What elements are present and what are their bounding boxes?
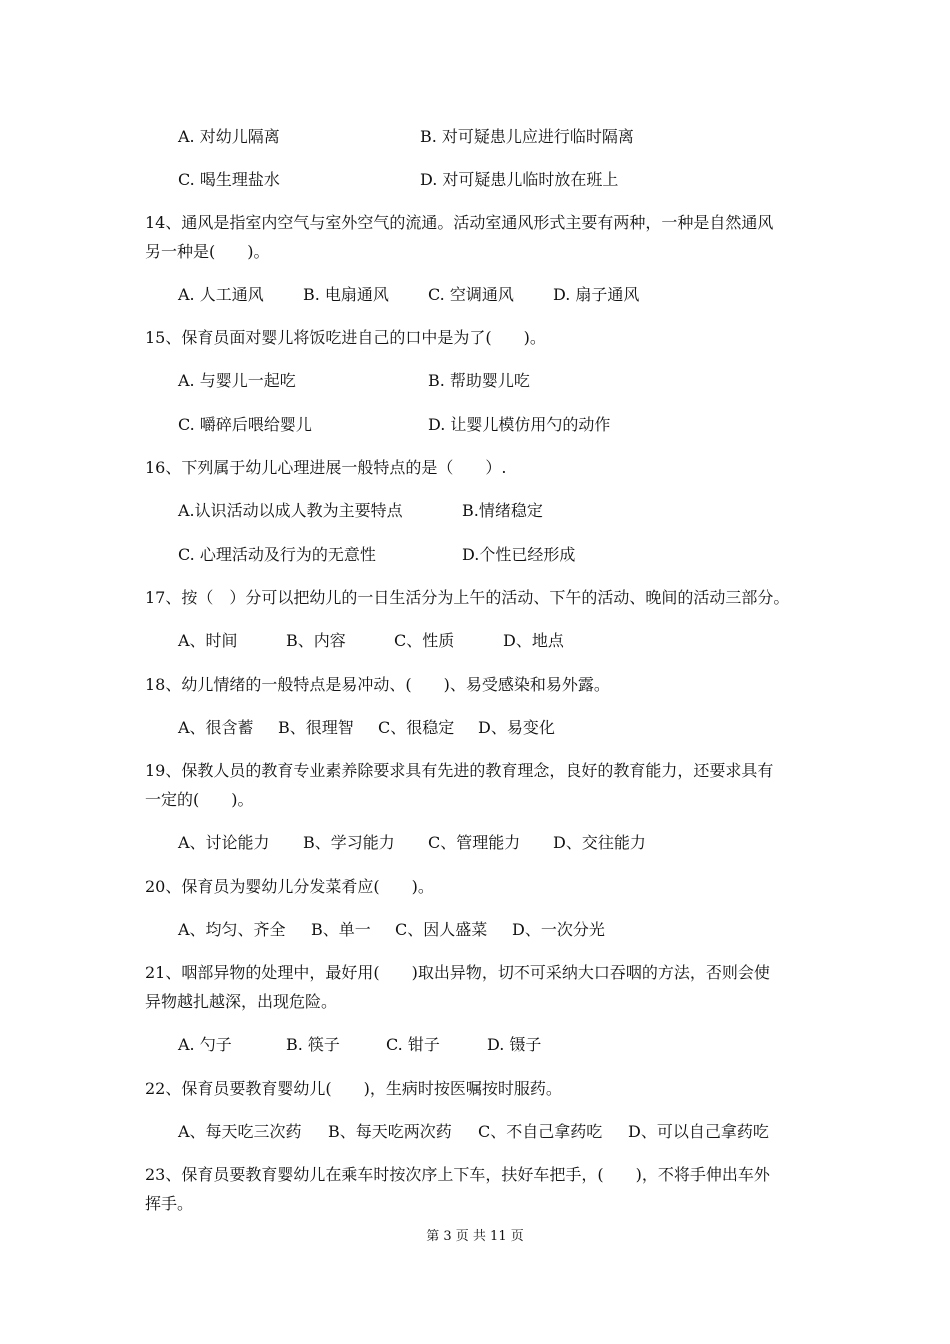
q13-option-b: B. 对可疑患儿应进行临时隔离 bbox=[420, 127, 634, 146]
q22-option-a: A、每天吃三次药 bbox=[178, 1122, 302, 1141]
page-number-footer: 第 3 页 共 11 页 bbox=[426, 1229, 524, 1244]
q20-option-d: D、一次分光 bbox=[512, 920, 605, 939]
q20-option-a: A、均匀、齐全 bbox=[178, 920, 286, 939]
q17-option-b: B、内容 bbox=[286, 631, 346, 650]
q22-stem: 22、保育员要教育婴幼儿( )，生病时按医嘱按时服药。 bbox=[145, 1079, 562, 1098]
q21-option-d: D. 镊子 bbox=[487, 1035, 542, 1054]
q17-stem: 17、按（ ）分可以把幼儿的一日生活分为上午的活动、下午的活动、晚间的活动三部分。 bbox=[145, 588, 790, 607]
q16-option-b: B.情绪稳定 bbox=[462, 501, 543, 520]
q21-stem-line1: 21、咽部异物的处理中，最好用( )取出异物，切不可采纳大口吞咽的方法，否则会使 bbox=[145, 963, 770, 982]
q17-option-d: D、地点 bbox=[503, 631, 564, 650]
q19-option-d: D、交往能力 bbox=[553, 833, 646, 852]
q18-option-b: B、很理智 bbox=[278, 718, 354, 737]
q15-stem: 15、保育员面对婴儿将饭吃进自己的口中是为了( )。 bbox=[145, 328, 546, 347]
q22-option-d: D、可以自己拿药吃 bbox=[628, 1122, 769, 1141]
q18-option-d: D、易变化 bbox=[478, 718, 555, 737]
q18-option-a: A、很含蓄 bbox=[178, 718, 254, 737]
q14-stem-line2: 另一种是( )。 bbox=[145, 242, 270, 261]
q19-stem-line2: 一定的( )。 bbox=[145, 790, 254, 809]
q14-option-b: B. 电扇通风 bbox=[303, 285, 389, 304]
q15-option-b: B. 帮助婴儿吃 bbox=[428, 371, 530, 390]
q19-option-a: A、讨论能力 bbox=[178, 833, 270, 852]
q22-option-b: B、每天吃两次药 bbox=[328, 1122, 452, 1141]
q21-option-b: B. 筷子 bbox=[286, 1035, 340, 1054]
q20-stem: 20、保育员为婴幼儿分发菜肴应( )。 bbox=[145, 877, 434, 896]
q16-option-c: C. 心理活动及行为的无意性 bbox=[178, 545, 376, 564]
q20-option-c: C、因人盛菜 bbox=[395, 920, 488, 939]
q15-option-a: A. 与婴儿一起吃 bbox=[178, 371, 296, 390]
q14-option-c: C. 空调通风 bbox=[428, 285, 514, 304]
q16-option-d: D.个性已经形成 bbox=[462, 545, 576, 564]
q17-option-c: C、性质 bbox=[394, 631, 455, 650]
q15-option-d: D. 让婴儿模仿用勺的动作 bbox=[428, 415, 611, 434]
q23-stem-line2: 挥手。 bbox=[145, 1194, 194, 1213]
q21-option-a: A. 勺子 bbox=[178, 1035, 232, 1054]
q15-option-c: C. 嚼碎后喂给婴儿 bbox=[178, 415, 312, 434]
q20-option-b: B、单一 bbox=[311, 920, 371, 939]
q19-option-b: B、学习能力 bbox=[303, 833, 395, 852]
q14-option-d: D. 扇子通风 bbox=[553, 285, 640, 304]
q14-option-a: A. 人工通风 bbox=[178, 285, 264, 304]
q14-stem-line1: 14、通风是指室内空气与室外空气的流通。活动室通风形式主要有两种，一种是自然通风 bbox=[145, 213, 774, 232]
q16-option-a: A.认识活动以成人教为主要特点 bbox=[178, 501, 403, 520]
q13-option-d: D. 对可疑患儿临时放在班上 bbox=[420, 170, 619, 189]
q19-stem-line1: 19、保教人员的教育专业素养除要求具有先进的教育理念，良好的教育能力，还要求具有 bbox=[145, 761, 774, 780]
q23-stem-line1: 23、保育员要教育婴幼儿在乘车时按次序上下车，扶好车把手，( )，不将手伸出车外 bbox=[145, 1165, 770, 1184]
q19-option-c: C、管理能力 bbox=[428, 833, 521, 852]
q17-option-a: A、时间 bbox=[178, 631, 238, 650]
q18-option-c: C、很稳定 bbox=[378, 718, 455, 737]
q18-stem: 18、幼儿情绪的一般特点是易冲动、( )、易受感染和易外露。 bbox=[145, 675, 610, 694]
q16-stem: 16、下列属于幼儿心理进展一般特点的是（ ）. bbox=[145, 458, 507, 477]
q21-stem-line2: 异物越扎越深，出现危险。 bbox=[145, 992, 338, 1011]
q13-option-a: A. 对幼儿隔离 bbox=[178, 127, 280, 146]
q13-option-c: C. 喝生理盐水 bbox=[178, 170, 280, 189]
q22-option-c: C、不自己拿药吃 bbox=[478, 1122, 603, 1141]
q21-option-c: C. 钳子 bbox=[386, 1035, 440, 1054]
